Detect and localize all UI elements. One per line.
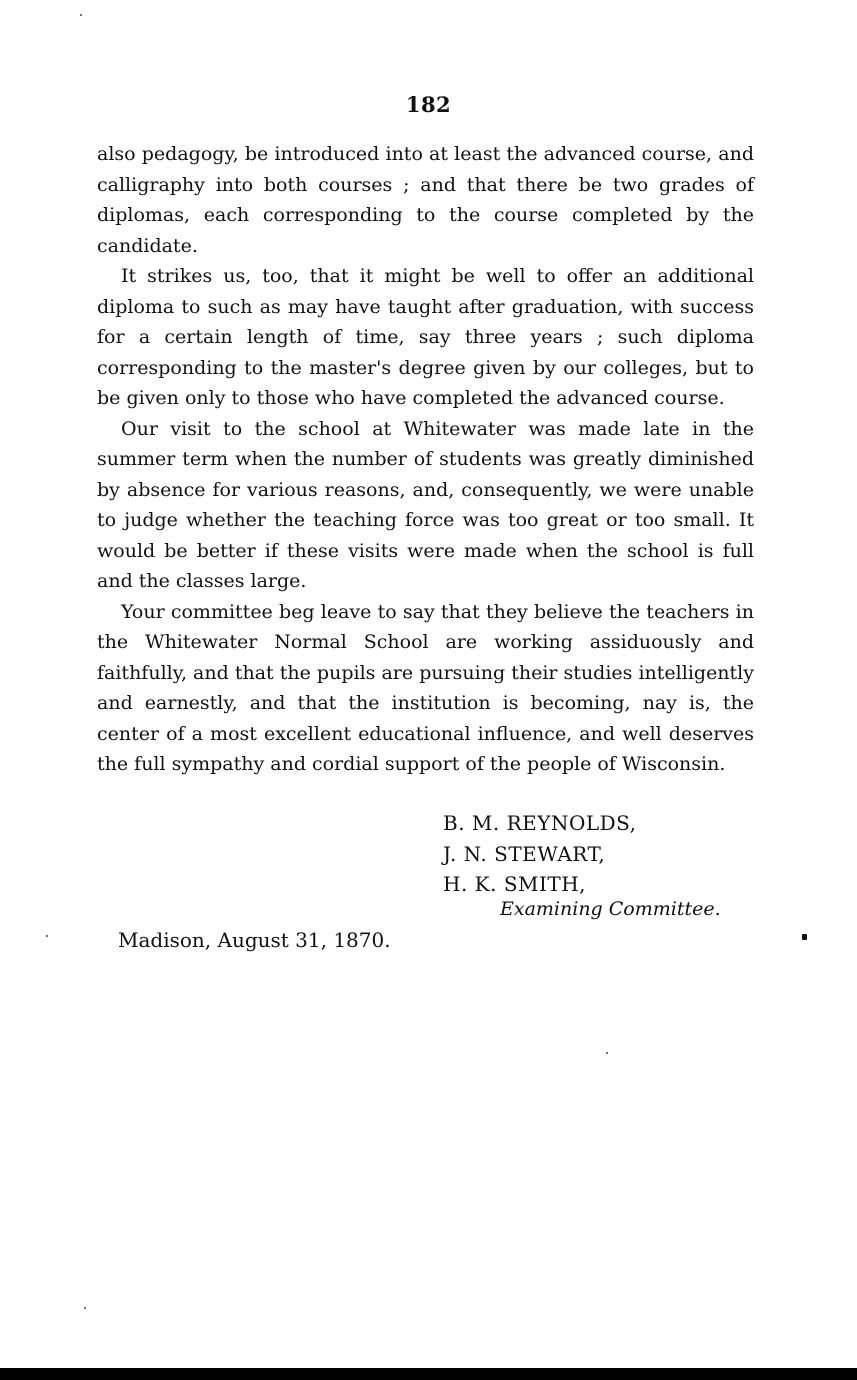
body-text	[97, 139, 754, 780]
committee-title: Examining Committee.	[500, 898, 721, 920]
scan-speck	[46, 935, 48, 937]
scan-speck	[80, 14, 82, 16]
signature-block	[443, 808, 637, 900]
scan-speck	[606, 1052, 608, 1054]
scan-border-bottom	[0, 1368, 857, 1380]
paragraph-2: It strikes us, too, that it might be well to offer an additional diploma to such as may have taught after graduation, with success for a certain length of time, say three years ; such diploma corresponding to the master's degree given by our colleges, but to be given only to those who have completed the advanced course.	[97, 265, 754, 409]
page-number: 182	[405, 92, 452, 117]
scan-speck	[84, 1307, 86, 1309]
signature-stewart: J. N. STEWART,	[443, 841, 606, 866]
date-line: Madison, August 31, 1870.	[118, 928, 391, 952]
paragraph-1: also pedagogy, be introduced into at least the advanced course, and calligraphy into both courses ; and that there be two grades of diplomas, each corresponding to the course completed by the candidate.	[97, 143, 754, 257]
scan-speck	[802, 934, 807, 940]
signature-reynolds: B. M. REYNOLDS,	[443, 811, 637, 835]
paragraph-4: Your committee beg leave to say that they believe the teachers in the Whitewater Normal School are working assiduously and faithfully, and that the pupils are pursuing their studies intelligently and earnestly, and that the institution is becoming, nay is, the center of a most excellent educational influence, and well deserves the full sympathy and cordial support of the people of Wisconsin.	[97, 600, 754, 775]
paragraph-3: Our visit to the school at Whitewater was made late in the summer term when the number of students was greatly diminished by absence for various reasons, and, consequently, we were unable to judge whether the teaching force was too great or too small. It would be better if these visits were made when the school is full and the classes large.	[97, 417, 754, 592]
signature-smith: H. K. SMITH,	[443, 872, 587, 896]
